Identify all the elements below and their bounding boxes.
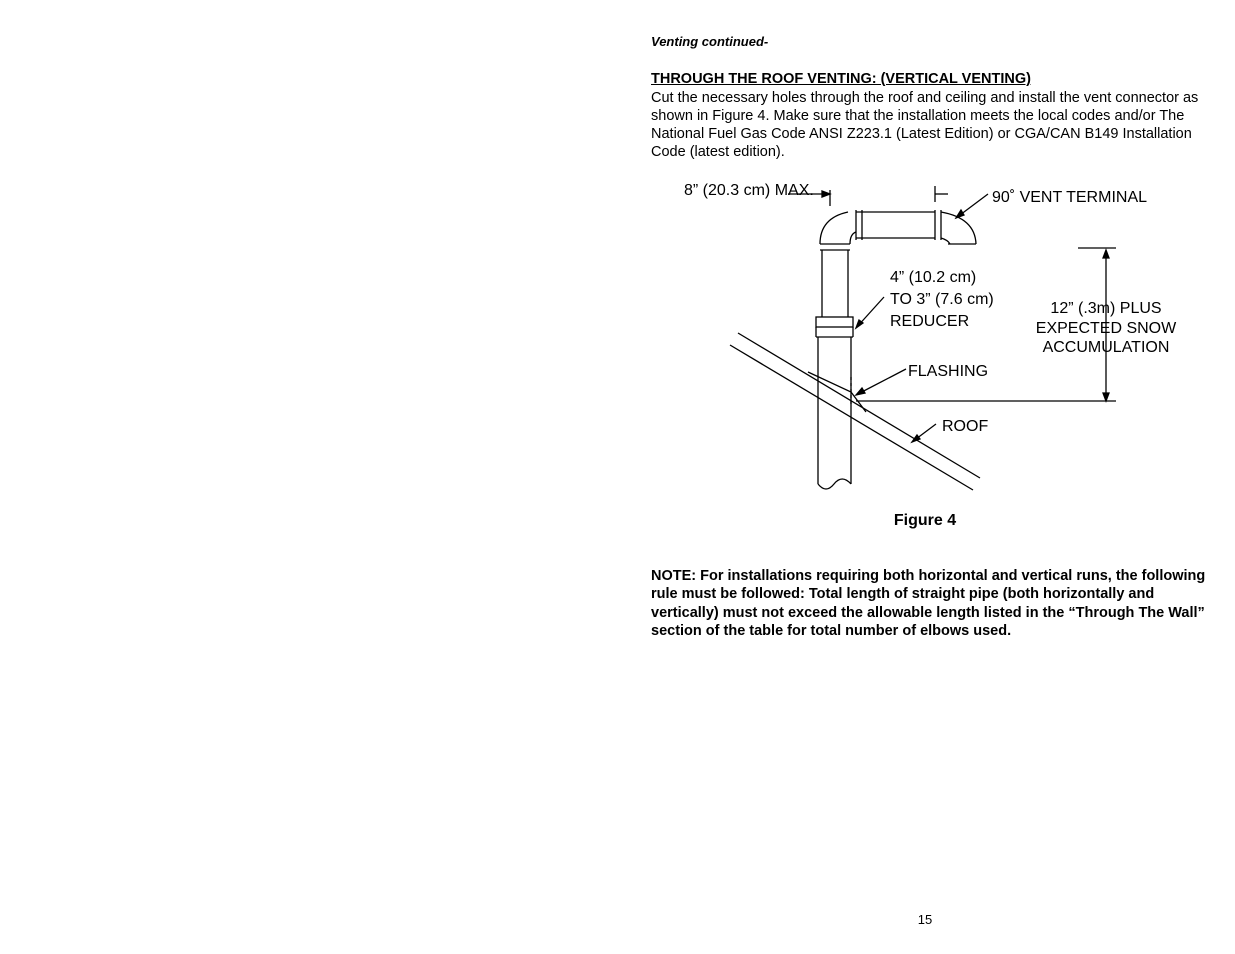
max-distance-label: 8” (20.3 cm) MAX. (684, 182, 814, 199)
instruction-paragraph: Cut the necessary holes through the roof and ceiling and install the vent connector as shown in Figure 4. Make sure that the installation meets the local codes and/or The National Fuel Gas Code ANSI Z223.1 (Latest Edition) or CGA/CAN B149 Installation Code (latest edition). (651, 90, 1199, 160)
reducer-collar (816, 317, 853, 327)
lower-elbow-outer (820, 212, 848, 244)
installation-note: NOTE: For installations requiring both horizontal and vertical runs, the following rule must be followed: Total length of straight pipe (both horizontally and vertically) must not exceed the allowable length listed in the “Through The Wall” section of the table for total number of elbows used. (651, 568, 1206, 639)
section-heading: THROUGH THE ROOF VENTING: (VERTICAL VENTING) (651, 71, 1031, 87)
reducer-label-line-1: 4” (10.2 cm) (890, 269, 977, 286)
page-number: 15 (917, 912, 933, 927)
vent-diagram-svg (670, 172, 1190, 502)
vent-installation-diagram (670, 172, 1190, 502)
reducer-label-line-2: TO 3” (7.6 cm) (890, 291, 994, 308)
clearance-label-line-2: EXPECTED SNOW (1035, 320, 1177, 337)
pipe-break-end (818, 479, 851, 489)
figure-caption: Figure 4 (893, 512, 957, 529)
clearance-label-line-1: 12” (.3m) PLUS (1050, 300, 1162, 317)
lower-elbow-inner (850, 232, 856, 244)
reducer-label-line-3: REDUCER (890, 313, 970, 330)
roof-line-upper (738, 333, 980, 478)
clearance-label-line-3: ACCUMULATION (1042, 339, 1170, 356)
flashing-label: FLASHING (908, 363, 989, 380)
vent-terminal-elbow-inner (941, 238, 950, 244)
vent-terminal-label: 90˚ VENT TERMINAL (992, 189, 1148, 206)
roof-label: ROOF (942, 418, 989, 435)
section-continued-label: Venting continued- (651, 34, 769, 49)
